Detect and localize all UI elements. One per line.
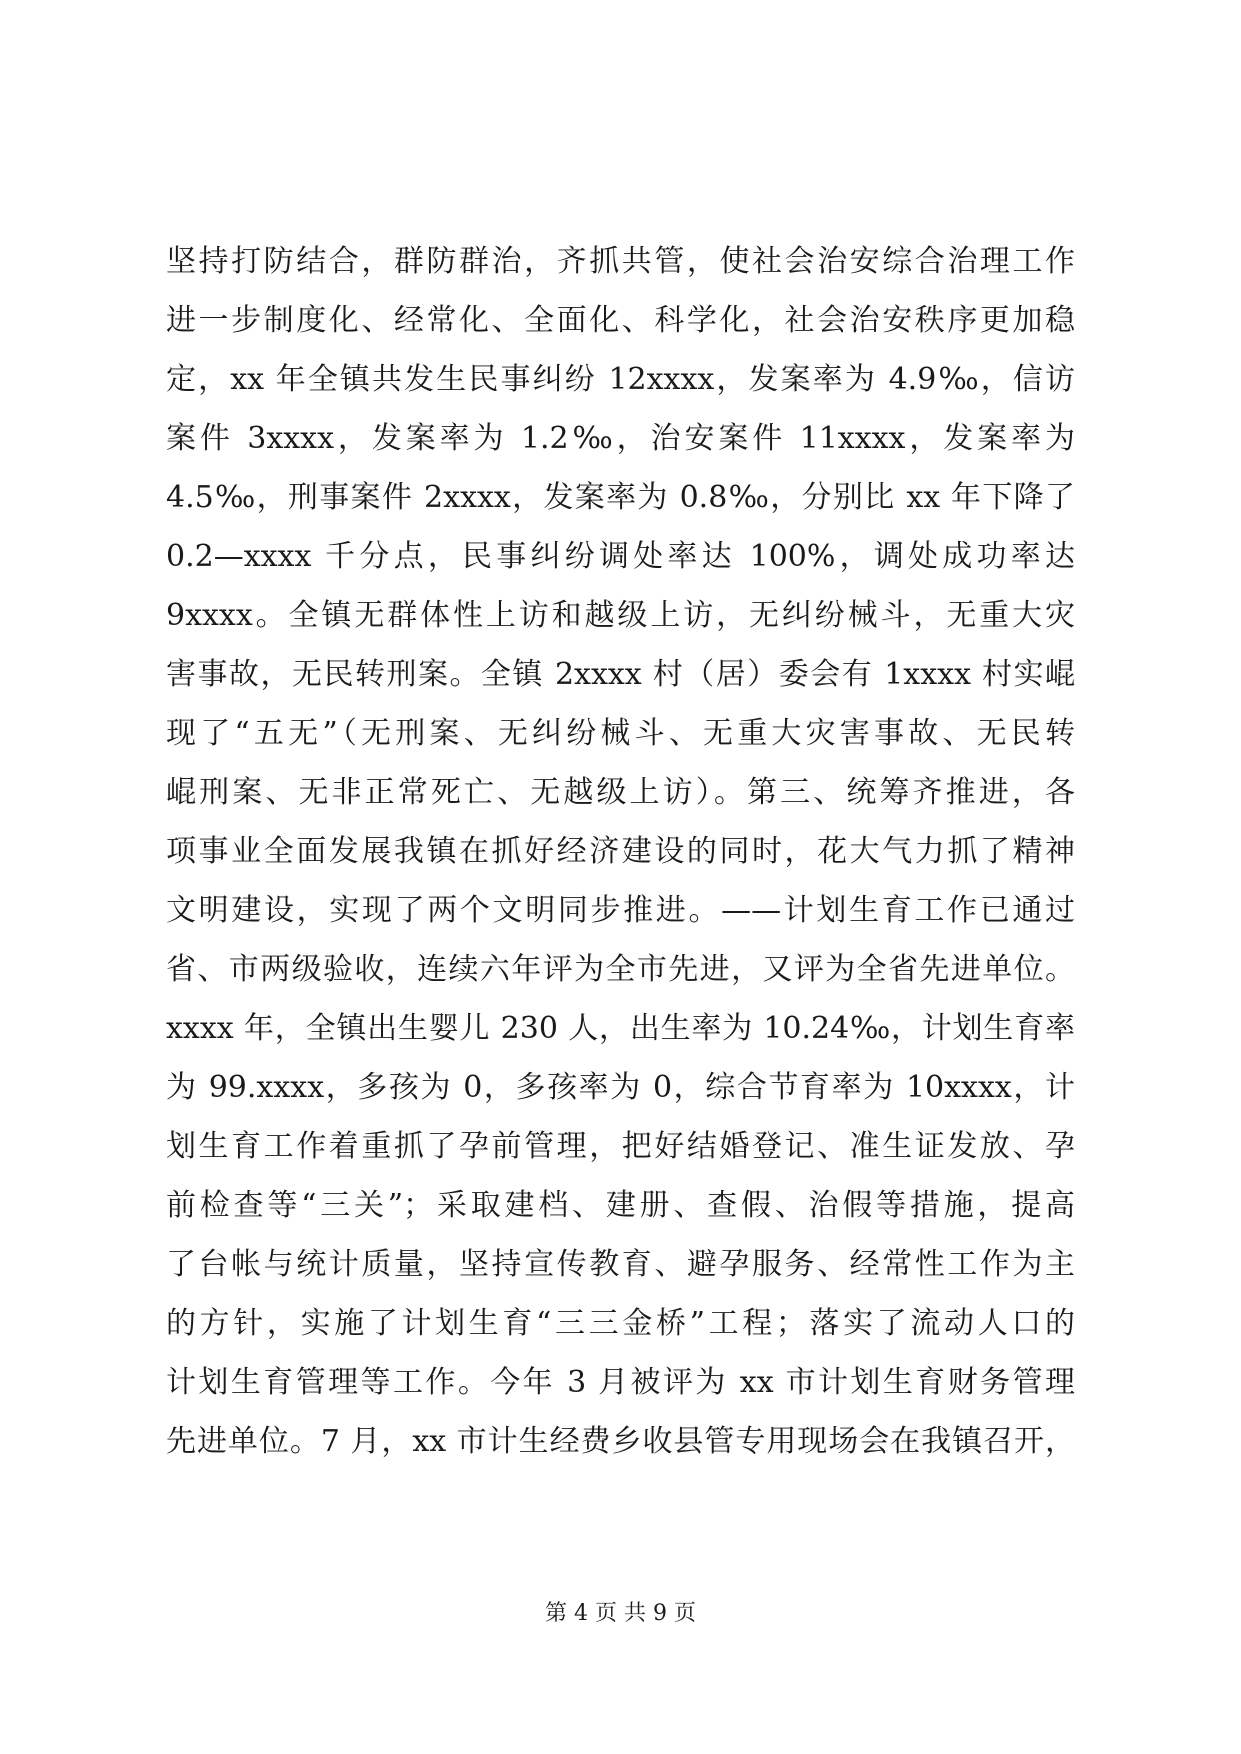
text-line: 文明建设，实现了两个文明同步推进。——计划生育工作已通过 — [166, 893, 1075, 928]
text-line: 0.2—xxxx 千分点，民事纠纷调处率达 100%，调处成功率达 — [166, 539, 1075, 574]
text-line: 项事业全面发展我镇在抓好经济建设的同时，花大气力抓了精神 — [166, 834, 1075, 869]
body-paragraph — [166, 232, 1075, 1471]
text-line: 崐刑案、无非正常死亡、无越级上访）。第三、统筹齐推进，各 — [166, 775, 1075, 810]
text-line: 了台帐与统计质量，坚持宣传教育、避孕服务、经常性工作为主 — [166, 1247, 1075, 1282]
text-line: 坚持打防结合，群防群治，齐抓共管，使社会治安综合治理工作 — [166, 244, 1075, 279]
text-line: 划生育工作着重抓了孕前管理，把好结婚登记、准生证发放、孕 — [166, 1129, 1075, 1164]
text-line: 省、市两级验收，连续六年评为全市先进，又评为全省先进单位。 — [166, 952, 1075, 987]
text-line: 现了“五无”（无刑案、无纠纷械斗、无重大灾害事故、无民转 — [166, 716, 1075, 751]
text-line: 害事故，无民转刑案。全镇 2xxxx 村（居）委会有 1xxxx 村实崐 — [166, 657, 1075, 692]
text-line: 的方针，实施了计划生育“三三金桥”工程；落实了流动人口的 — [166, 1306, 1075, 1341]
text-line: 4.5‰，刑事案件 2xxxx，发案率为 0.8‰，分别比 xx 年下降了 — [166, 480, 1075, 515]
text-line: 前检查等“三关”；采取建档、建册、查假、治假等措施，提高 — [166, 1188, 1075, 1223]
text-line: 案件 3xxxx，发案率为 1.2‰，治安案件 11xxxx，发案率为 — [166, 421, 1075, 456]
page-number-footer: 第 4 页 共 9 页 — [545, 1601, 696, 1626]
text-line: 为 99.xxxx，多孩为 0，多孩率为 0，综合节育率为 10xxxx，计 — [166, 1070, 1075, 1105]
text-line: 定，xx 年全镇共发生民事纠纷 12xxxx，发案率为 4.9‰，信访 — [166, 362, 1075, 397]
text-line: 进一步制度化、经常化、全面化、科学化，社会治安秩序更加稳 — [166, 303, 1075, 338]
text-line: xxxx 年，全镇出生婴儿 230 人，出生率为 10.24‰，计划生育率 — [166, 1011, 1075, 1046]
text-line: 计划生育管理等工作。今年 3 月被评为 xx 市计划生育财务管理 — [166, 1365, 1075, 1400]
text-line: 先进单位。7 月，xx 市计生经费乡收县管专用现场会在我镇召开， — [166, 1424, 1075, 1459]
text-line: 9xxxx。全镇无群体性上访和越级上访，无纠纷械斗，无重大灾 — [166, 598, 1075, 633]
